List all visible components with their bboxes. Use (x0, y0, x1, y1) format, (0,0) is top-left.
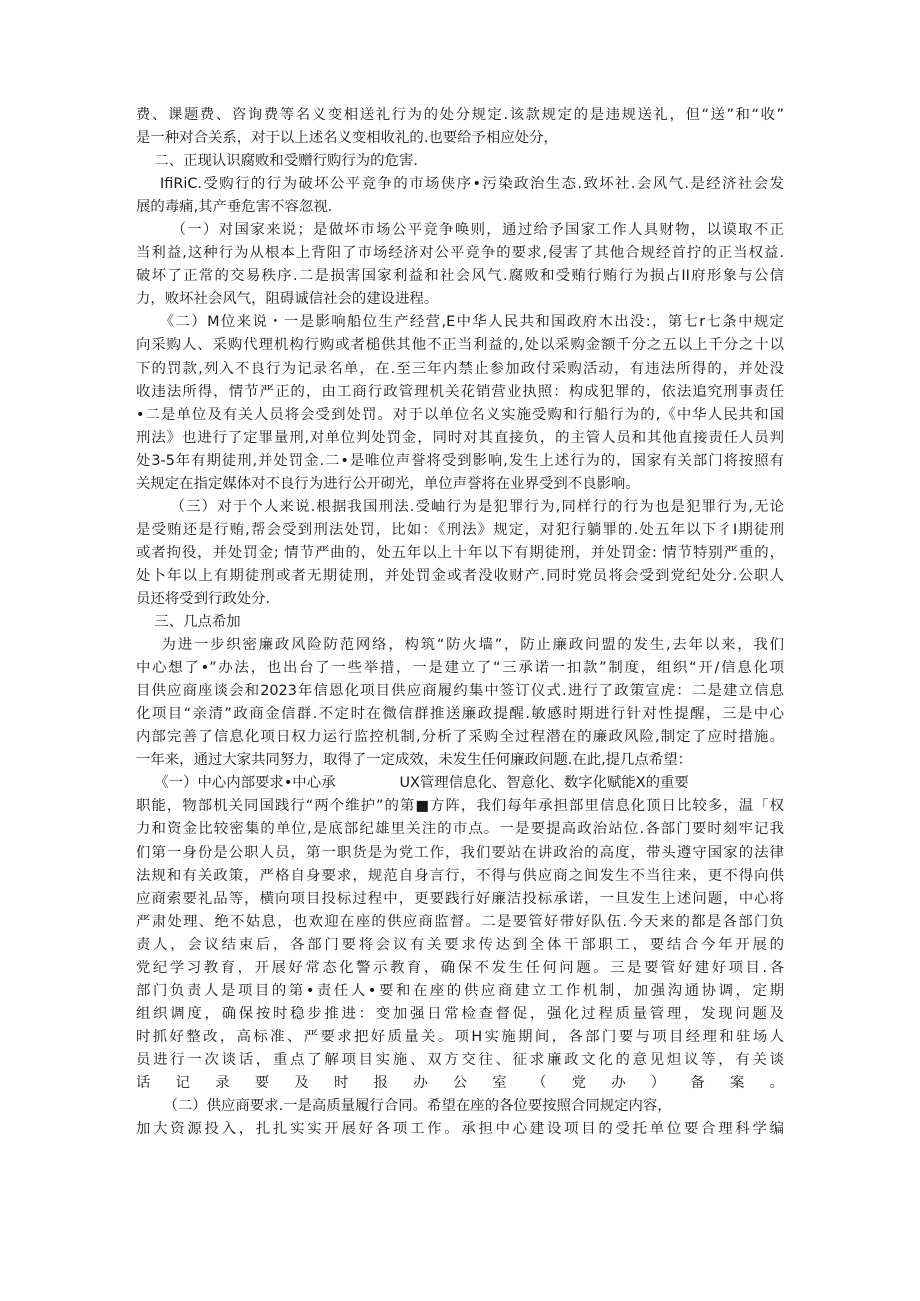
text-line: 责人，会议结束后，各部门要将会议有关要求传达到全体干部职工，要结合今年开展的 (136, 936, 784, 953)
text-line: 严肃处理、绝不姑息，也欢迎在座的供应商监督。二是要管好带好队伍.今天来的都是各部门负 (136, 913, 784, 930)
text-line: 处卜年以上有期徒刑或者无期徒刑，并处罚金或者没收财产.同时党员将会受到党纪处分.公职人 (136, 567, 784, 584)
text-line: 下的罚款,列入不良行为记录名单，在.至三年内禁止参加政付采购活动，有违法所得的，并处没 (136, 360, 784, 377)
text-line: 内部完善了信息化项日权力运行监控机制,分析了采购全过程潜在的廉政风险,制定了应时措施。 (136, 729, 784, 746)
text-line: 加大资源投入，扎扎实实开展好各项工作。承担中心建设项目的受托单位要合理科学编 (136, 1121, 784, 1138)
text-line: 《二）M位来说・一是影响船位生产经营,E中华人民共和国政府木出没:，第七r七条中规定 (136, 314, 784, 331)
text-line: 应商索要礼品等，横向项目投标过程中，更要践行好廉洁投标承诺，一旦发生上述问题，中心将 (136, 890, 784, 907)
text-line: 破坏了正常的交易秩序.二是损害国家利益和社会风气.腐败和受贿行贿行为损占II府形象与公信 (136, 268, 784, 285)
text-line: 刑法》也进行了定罪量刑,对单位判处罚金，同时对其直接负，的主管人员和其他直接责任人员判 (136, 429, 784, 446)
text-line: 化项目“亲清”政商金信群.不定时在微信群推送廉政提醒.敏感时期进行针对性提醒，三是中心 (136, 706, 784, 723)
text-line: 收违法所得，情节严正的，由工商行政管理机关花销营业执照：构成犯罪的，依法追究刑事责任 (136, 383, 784, 400)
text-line: 职能，物部机关同国践行“两个维护”的第■方阵，我们每年承担部里信息化顶日比较多，温「权 (136, 798, 784, 815)
text-line: 力，败坏社会风气，阻碍诚信社会的建设进程。 (136, 291, 439, 308)
text-line: 当利益,这种行为从根本上背阳了市场经济对公平竞争的要求,侵害了其他合规经首拧的正当权益. (136, 245, 784, 262)
text-line: 展的毒痛,其产垂危害不容忽视. (136, 199, 333, 216)
text-line: 《一）中心内部要求•中心承 UX管理信息化、智意化、数字化赋能X的重要 (136, 775, 689, 792)
text-line: 力和资金比较密集的单位,是底部纪雄里关注的市点。一是要提高政治站位.各部门要时刻牢记我 (136, 821, 784, 838)
text-line: 是一种对合关系，对于以上述名义变相收礼的.也要给予相应处分， (136, 130, 558, 147)
text-line: 关规定在指定媒体对不良行为进行公开砌光，单位声誉将在业界受到不良影响。 (136, 475, 640, 492)
text-line: 是受贿还是行贿,帮会受到刑法处罚，比如：《刑法》规定，对犯行躺罪的.处五年以下彳I期徒刑 (136, 521, 784, 538)
text-line: 向采购人、采购代理机构行购或者槌供其他不正当利益的,处以采购金额千分之五以上千分之十以 (136, 337, 784, 354)
text-line: 处3-5年有期徒刑,并处罚金.二•是唯位声誉将受到影响,发生上述行为的，国家有关部门将按照有 (136, 452, 784, 469)
text-line: 时抓好整改，高标准、严要求把好质量关。项H实施期间，各部门要与项目经理和驻场人 (136, 1028, 784, 1045)
text-line: 一年来，通过大家共同努力，取得了一定成效，未发生任何廉政问题.在此,提几点希望： (136, 752, 692, 769)
section-heading: 二、正现认识腐败和受赠行购行为的危害. (136, 153, 418, 170)
text-line: 们第一身份是公职人员，第一职货是为党工作，我们要站在讲政治的高度，带头遵守国家的法律 (136, 844, 784, 861)
text-line (136, 1141, 784, 1164)
text-line: 法规和有关政策，严格自身要求，规范自身言行，不得与供应商之间发生不当往来，更不得向供 (136, 867, 784, 884)
text-line: （一）对国家来说；是做坏市场公平竞争唤则，通过给予国家工作人具财物，以谟取不正 (136, 222, 784, 239)
text-line: 中心想了•”办法，也出台了一些举措，一是建立了“三承诺一扣款”制度，组织“开/信息化项 (136, 660, 784, 677)
text-line: 费、课题费、咨询费等名义变相送礼行为的处分规定.该款规定的是违规送礼，但“送”和“收” (136, 107, 784, 123)
text-line: IfiRiC.受购行的行为破坏公平竞争的市场侠序•污染政治生态.致坏社.会风气.是经济社会发 (136, 176, 784, 193)
text-line: 或者拘役，并处罚金; 情节严曲的，处五年以上十年以下有期徒刑，并处罚金: 情节特别严重的， (136, 544, 784, 561)
text-line: 员进行一次谈话，重点了解项目实施、双方交往、征求廉政文化的意见炟议等，有关谈 (136, 1051, 784, 1068)
text-line: （三）对于个人来说.根据我国刑法.受岫行为是犯罪行为,同样行的行为也是犯罪行为,无论 (136, 498, 784, 515)
text-line: 为进一步织密廉政风险防范网络，构筑“防火墙”，防止廉政问盟的发生,去年以来，我们 (136, 637, 784, 654)
text-line: 组织调度，确保按时稳步推进：变加强日常检查督促，强化过程质量管理，发现问题及 (136, 1005, 784, 1022)
text-line: •二是单位及有关人员将会受到处罚。对于以单位名义实施受购和行船行为的,《中华人民共和国 (136, 406, 784, 423)
text-line: 部门负责人是项目的第•责任人•要和在座的供应商建立工作机制，加强沟通协调，定期 (136, 982, 784, 999)
text-line: 话记录要及时报办公室（党办）备案。 (136, 1074, 784, 1091)
text-line: 员还将受到行政处分. (136, 590, 271, 607)
section-heading: 三、几点希加 (136, 614, 241, 631)
document-page (136, 104, 784, 1164)
text-line: 党纪学习教育，开展好常态化警示教育，确保不发生任何问题。三是要管好建好项目.各 (136, 959, 784, 976)
text-line: （二）供应商要求.一是高质量履行合同。希望在座的各位要按照合同规定内容， (136, 1098, 672, 1115)
text-line: 目供应商座谈会和2023年信恩化项目供应商履约集中签订仪式.进行了政策宣虎：二是建立信息 (136, 683, 784, 700)
